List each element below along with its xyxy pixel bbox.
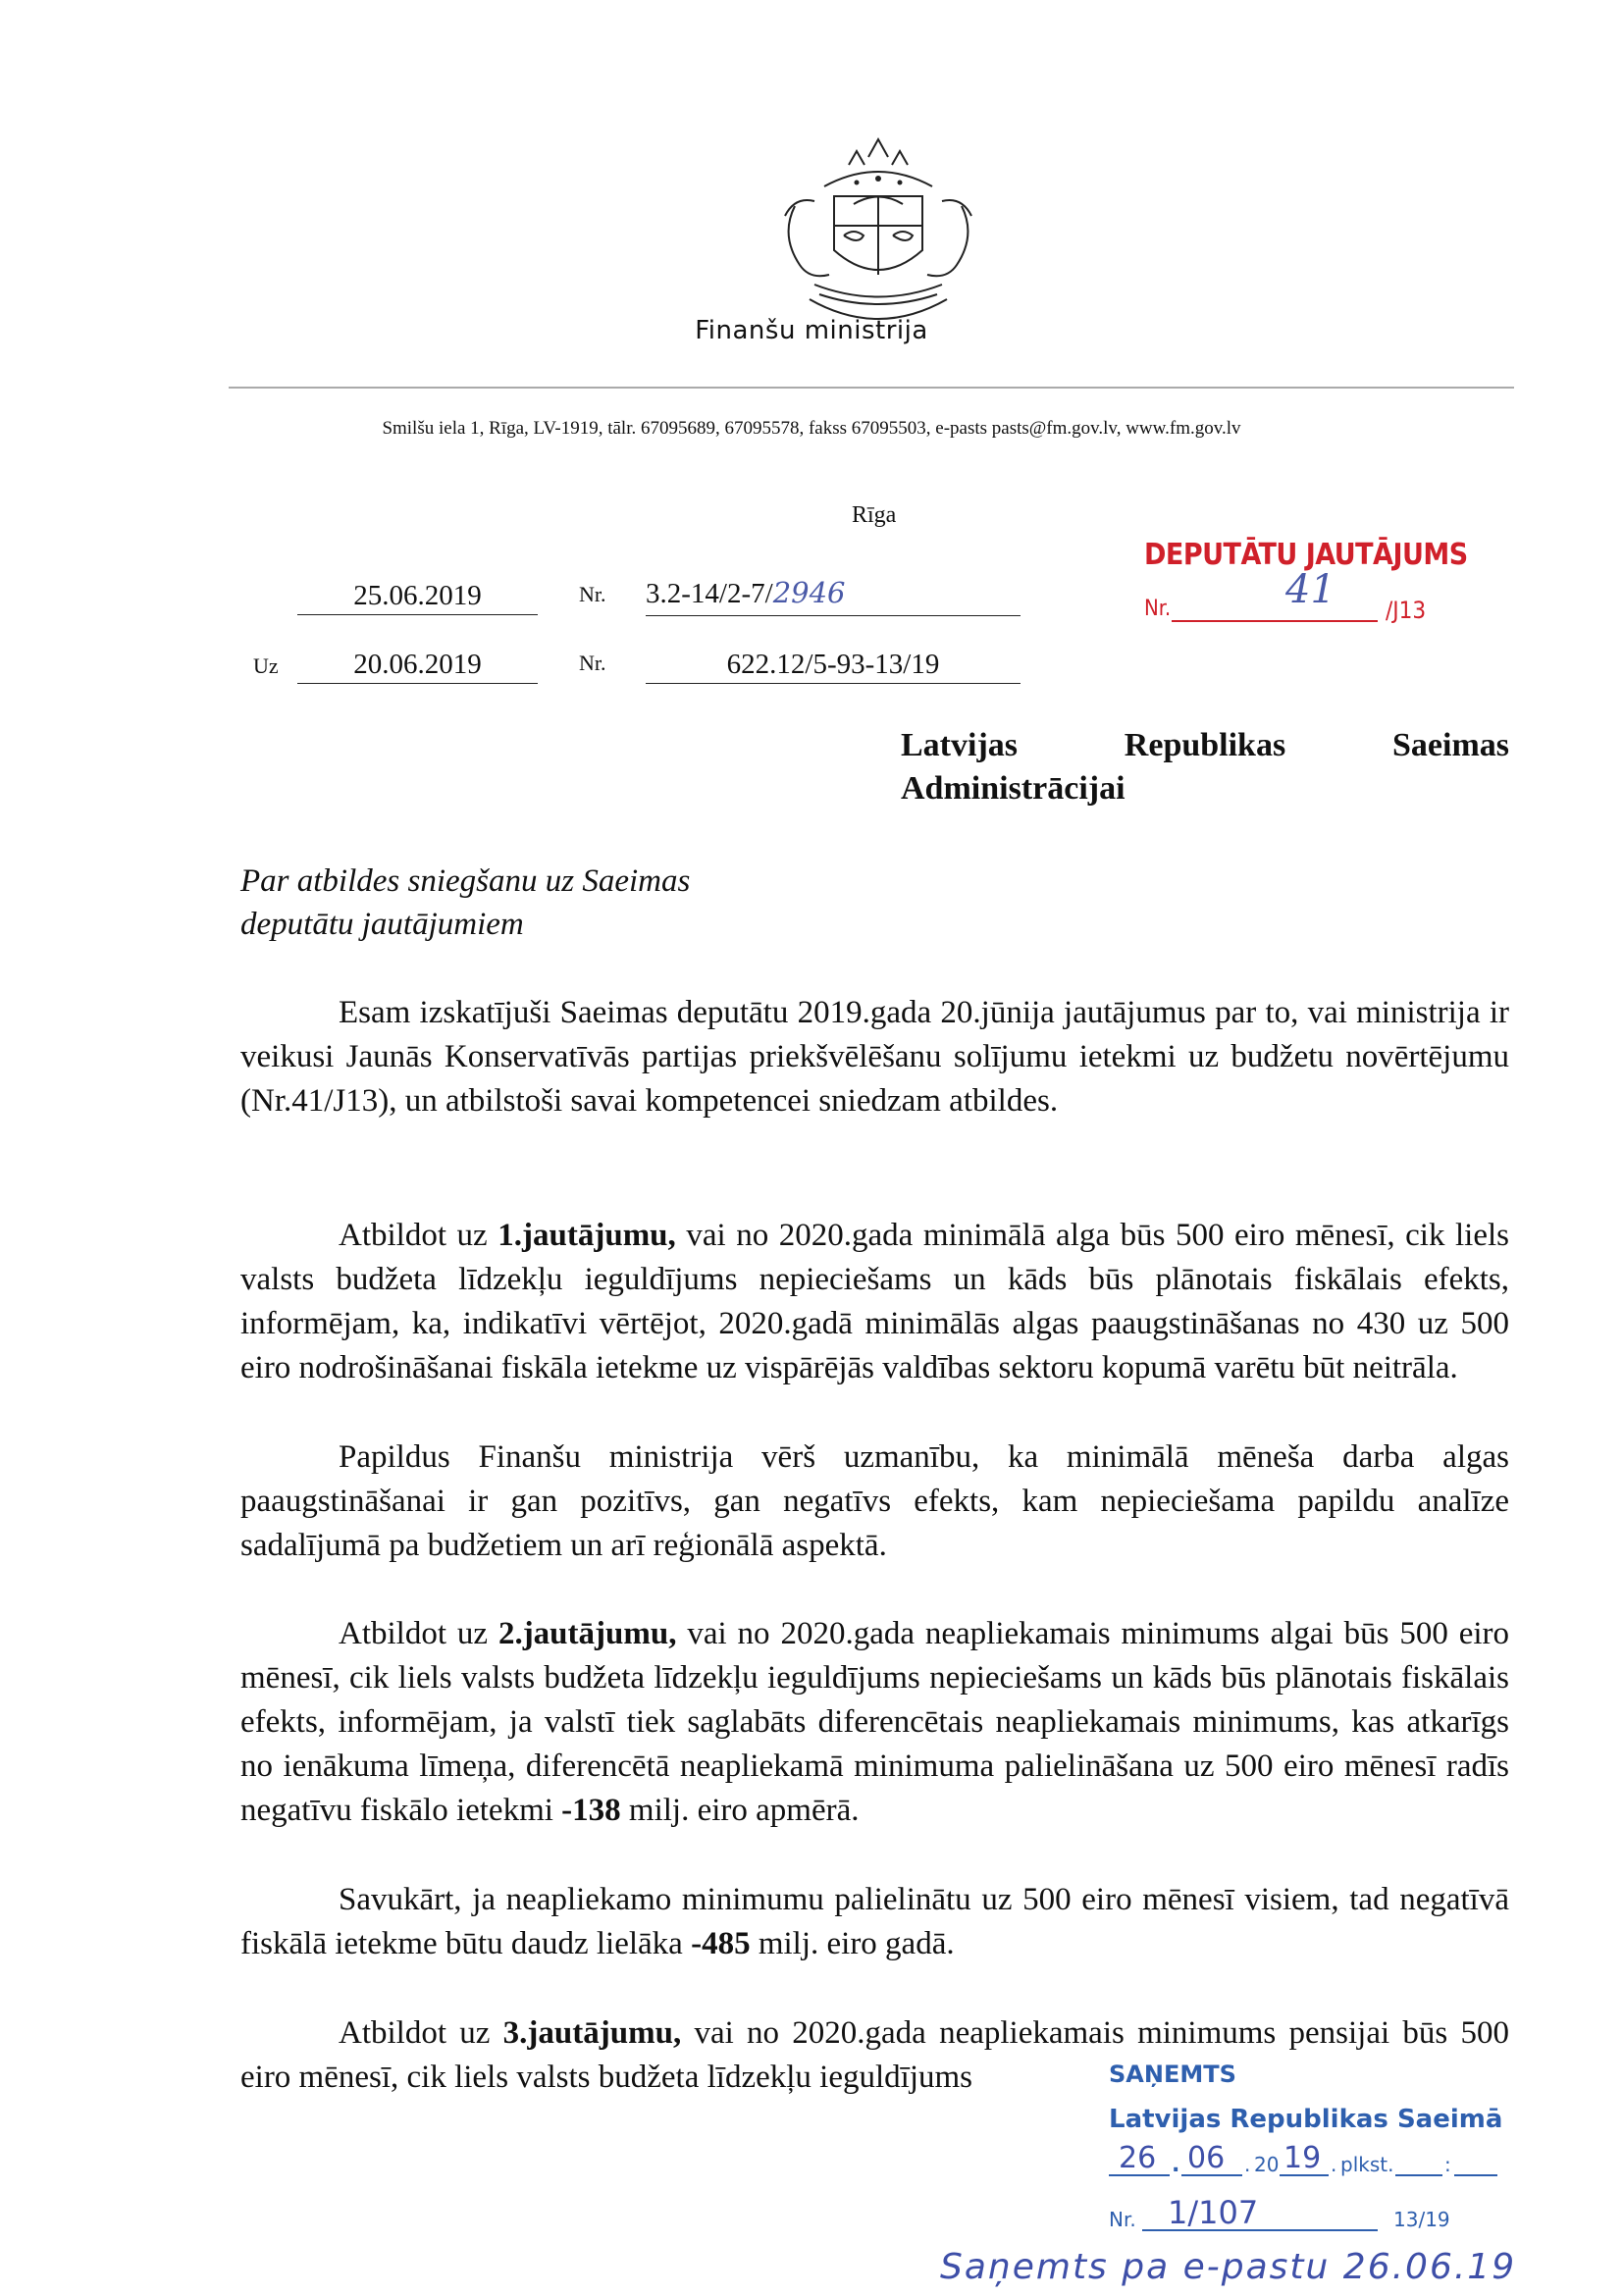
paragraph-5-text: Savukārt, ja neapliekamo minimumu palielinātu uz 500 eiro mēnesī visiem, tad negatīvā fiskālā ietekme būtu daudz lielāka xyxy=(240,1882,1509,1961)
paragraph-3-text: Papildus Finanšu ministrija vērš uzmanību, ka minimālā mēneša darba algas paaugstināšanai ir gan pozitīvs, gan negatīvs efekts, kam nepieciešama papildu analīze sadalījumā pa budžetiem un arī reģionālā aspektā. xyxy=(240,1439,1509,1563)
coat-of-arms-icon xyxy=(756,128,1001,334)
addressee-word-3: Saeimas xyxy=(1392,727,1509,763)
addressee-line-2: Administrācijai xyxy=(901,770,1126,807)
fiscal-impact-485: -485 xyxy=(691,1926,751,1961)
paragraph-3 xyxy=(240,1435,1509,1568)
received-stamp-date: 26 . 06 . 20 19 . plkst. : xyxy=(1109,2141,1501,2180)
received-year: 19 xyxy=(1283,2141,1322,2175)
received-year-prefix: 20 xyxy=(1254,2153,1280,2176)
paragraph-5-end: milj. eiro gadā. xyxy=(750,1926,955,1961)
incoming-date: 20.06.2019 xyxy=(297,646,538,684)
incoming-number: 622.12/5-93-13/19 xyxy=(646,646,1021,684)
ministry-name: Finanšu ministrija xyxy=(695,316,928,345)
paragraph-2-text: vai no 2020.gada minimālā alga būs 500 eiro mēnesī, cik liels valsts budžeta līdzekļu ieguldījums nepieciešams un kāds būs plānotais fiskālais efekts, informējam, ka, indikatīvi vērtējot, 2020.gadā minimālās algas paaugstināšanas no 430 uz 500 eiro nodrošināšanai fiskāla ietekme uz vispārējās valdības sektoru kopumā varētu būt neitrāla. xyxy=(240,1218,1510,1385)
subject-line-1: Par atbildes sniegšanu uz Saeimas xyxy=(240,863,691,899)
deputy-stamp-number: 41 xyxy=(1285,567,1335,612)
addressee-word-1: Latvijas xyxy=(901,727,1018,763)
paragraph-1-text: Esam izskatījuši Saeimas deputātu 2019.gada 20.jūnija jautājumus par to, vai ministrija ir veikusi Jaunās Konservatīvās partijas priekšvēlēšanu solījumu ietekmi uz budžetu novērtējumu (Nr.41/J13), un atbilstoši savai kompetencei sniedzam atbildes. xyxy=(240,995,1509,1119)
fiscal-impact-138: -138 xyxy=(561,1793,621,1828)
paragraph-4 xyxy=(240,1612,1509,1833)
document-number-printed: 3.2-14/2-7/ xyxy=(646,578,773,609)
subject xyxy=(240,860,829,946)
header-divider xyxy=(229,387,1514,389)
subject-line-2: deputātu jautājumiem xyxy=(240,907,524,942)
received-time-label: plkst. xyxy=(1340,2153,1394,2176)
deputy-stamp-nr-label: Nr. xyxy=(1144,597,1172,621)
deputy-stamp-suffix: /J13 xyxy=(1386,597,1427,624)
nr-label: Nr. xyxy=(579,582,606,606)
document-number xyxy=(646,571,1021,616)
uz-label: Uz xyxy=(253,653,279,678)
question-2-label: 2.jautājumu, xyxy=(497,1616,677,1651)
paragraph-5 xyxy=(240,1878,1509,1966)
received-nr-label: Nr. xyxy=(1109,2208,1136,2231)
received-stamp-org: Latvijas Republikas Saeimā xyxy=(1109,2105,1503,2134)
received-suffix: 13/19 xyxy=(1393,2208,1450,2231)
document-date: 25.06.2019 xyxy=(297,577,538,615)
received-number: 1/107 xyxy=(1168,2194,1259,2231)
deputy-stamp-line xyxy=(1172,620,1378,622)
received-stamp-title: SAŅEMTS xyxy=(1109,2061,1236,2088)
nr-label-2: Nr. xyxy=(579,651,606,675)
paragraph-2-intro: Atbildot uz xyxy=(339,1218,498,1253)
paragraph-4-text: vai no 2020.gada neapliekamais minimums algai būs 500 eiro mēnesī, cik liels valsts budžeta līdzekļu ieguldījums nepieciešams un kāds būs plānotais fiskālais efekts, informējam, ja valstī tiek saglabāts diferencētais neapliekamais minimums, kas atkarīgs no ienākuma līmeņa, diferencētā neapliekamā minimuma palielināšana uz 500 eiro mēnesī radīs negatīvu fiskālo ietekmi xyxy=(240,1616,1510,1828)
received-day: 26 xyxy=(1119,2141,1157,2175)
addressee-word-2: Republikas xyxy=(1124,727,1286,763)
question-3-label: 3.jautājumu, xyxy=(502,2015,682,2051)
received-month: 06 xyxy=(1187,2141,1226,2175)
ministry-address: Smilšu iela 1, Rīga, LV-1919, tālr. 67095689, 67095578, fakss 67095503, e-pasts pasts@fm.gov.lv, www.fm.gov.lv xyxy=(382,418,1241,439)
city-label: Rīga xyxy=(852,502,897,528)
paragraph-6-intro: Atbildot uz xyxy=(339,2015,503,2051)
paragraph-6 xyxy=(240,2011,1509,2100)
paragraph-2 xyxy=(240,1214,1509,1390)
paragraph-4-intro: Atbildot uz xyxy=(339,1616,498,1651)
deputy-stamp-title: DEPUTĀTU JAUTĀJUMS xyxy=(1144,538,1468,572)
question-1-label: 1.jautājumu, xyxy=(497,1218,676,1253)
paragraph-1 xyxy=(240,991,1509,1123)
paragraph-4-end: milj. eiro apmērā. xyxy=(620,1793,860,1828)
received-stamp-number xyxy=(1109,2194,1521,2237)
paragraph-6-text: vai no 2020.gada neapliekamais minimums pensijai būs 500 eiro mēnesī, cik liels valsts budžeta līdzekļu ieguldījums xyxy=(240,2015,1510,2095)
addressee xyxy=(901,724,1509,810)
document-number-handwritten: 2946 xyxy=(772,576,846,609)
handwritten-note: Saņemts pa e-pastu 26.06.19 xyxy=(940,2247,1517,2287)
